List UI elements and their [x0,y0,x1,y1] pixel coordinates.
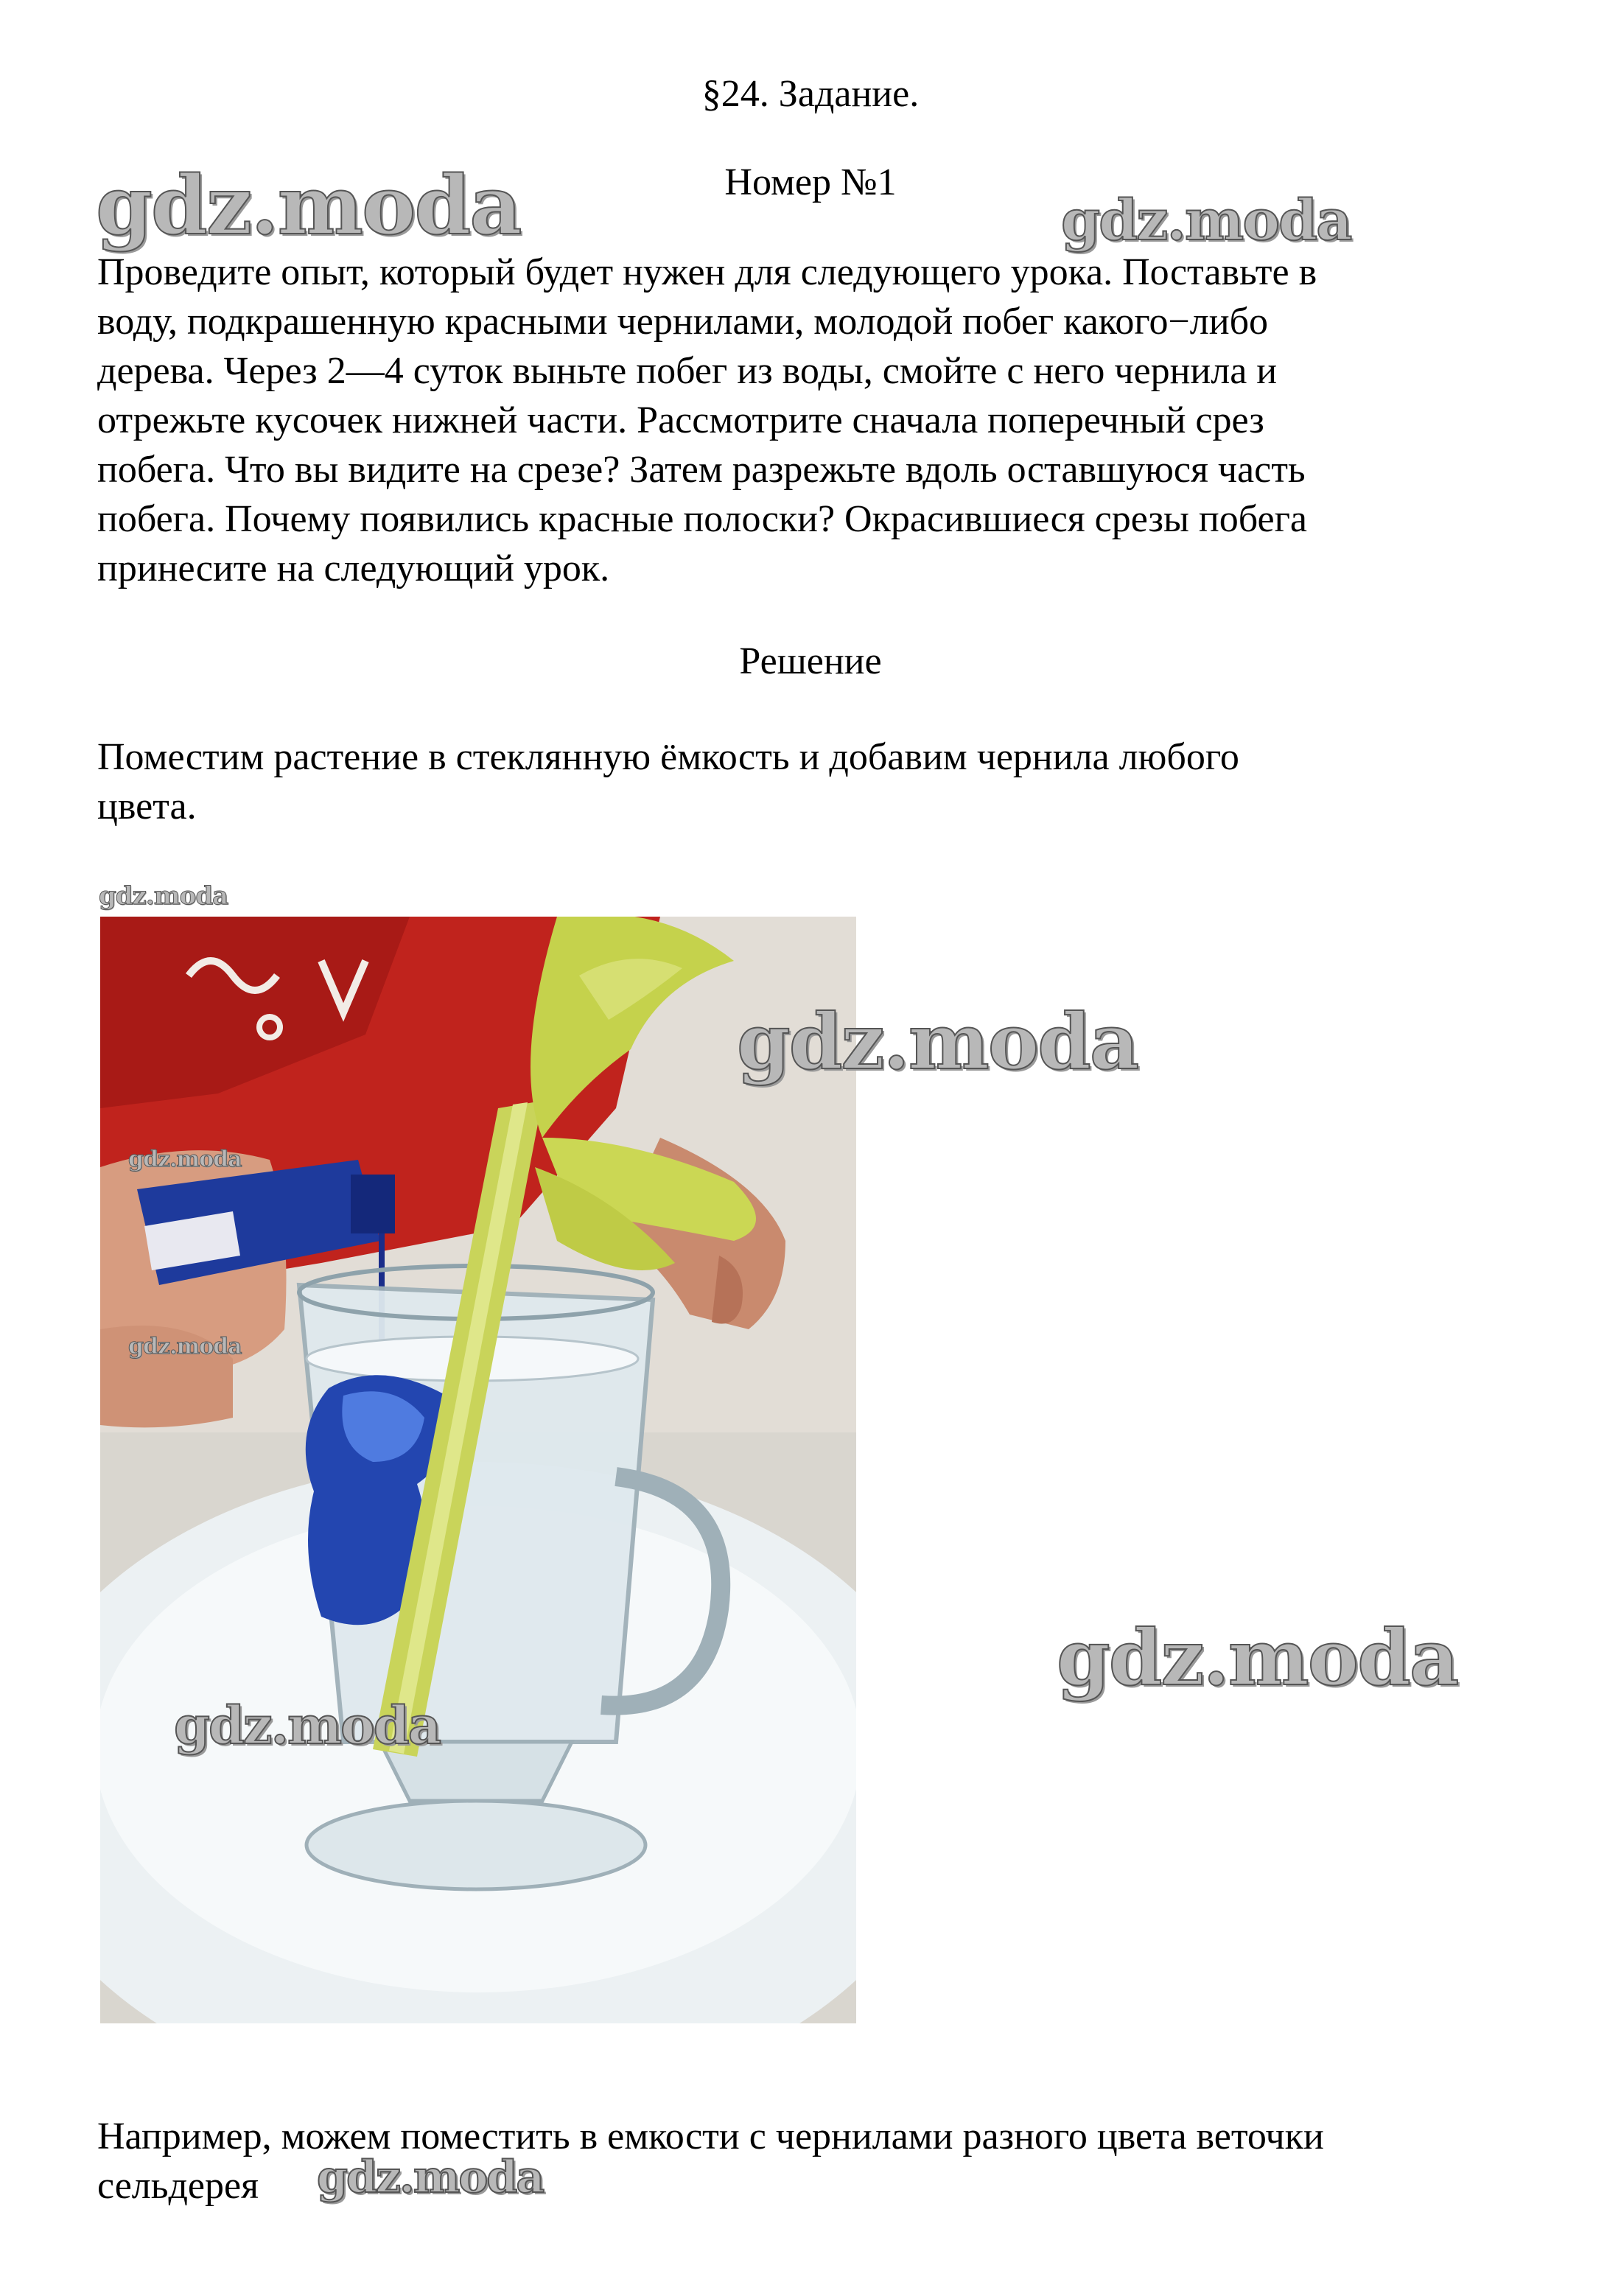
task-number-label: Номер №1 [724,161,897,203]
watermark-logo: gdz.moda [96,158,521,253]
watermark-logo: gdz.moda [99,881,228,911]
section-title: §24. Задание. [701,73,920,115]
watermark-logo: gdz.moda [1061,187,1351,253]
task-line: Проведите опыт, который будет нужен для следующего урока. Поставьте в [97,251,1317,293]
task-line: побега. Что вы видите на срезе? Затем разрежьте вдоль оставшуюся часть [97,449,1306,491]
solution-line: Поместим растение в стеклянную ёмкость и добавим чернила любого [97,736,1239,778]
watermark-logo: gdz.moda [174,1695,441,1756]
task-line: побега. Почему появились красные полоски? Окрасившиеся срезы побега [97,498,1308,540]
task-line: отрежьте кусочек нижней части. Рассмотрите сначала поперечный срез [97,399,1264,441]
watermark-logo: gdz.moda [737,996,1138,1087]
solution-line: цвета. [97,785,197,827]
solution-line: сельдерея [97,2165,259,2207]
watermark-logo: gdz.moda [1057,1612,1458,1703]
watermark-logo: gdz.moda [128,1334,242,1359]
task-line: принесите на следующий урок. [97,547,610,589]
solution-intro [97,732,1541,831]
task-line: воду, подкрашенную красными чернилами, молодой побег какого−либо [97,301,1269,343]
watermark-logo: gdz.moda [128,1147,242,1172]
watermark-logo: gdz.moda [317,2152,544,2203]
task-line: дерева. Через 2—4 суток выньте побег из воды, смойте с него чернила и [97,350,1278,392]
task-text [97,248,1541,593]
solution-outro [97,2112,1541,2211]
solution-heading: Решение [739,640,882,682]
solution-line: Например, можем поместить в емкости с чернилами разного цвета веточки [97,2115,1324,2157]
